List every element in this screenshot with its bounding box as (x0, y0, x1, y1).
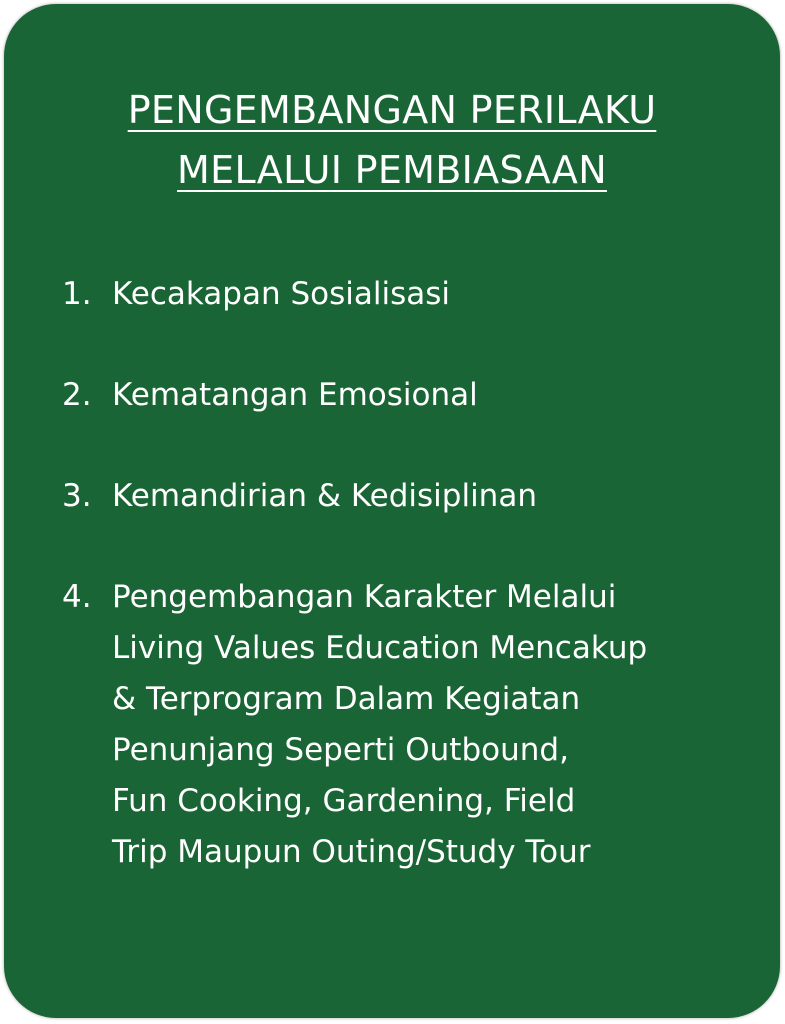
title-line-2: MELALUI PEMBIASAAN (177, 148, 607, 192)
list-item-line: & Terprogram Dalam Kegiatan (112, 681, 581, 717)
list-item (62, 269, 762, 320)
list-item-number: 3. (62, 478, 92, 514)
list-item-line: Living Values Education Mencakup (112, 630, 648, 666)
list-item-line: Kematangan Emosional (112, 377, 478, 413)
title-line-1: PENGEMBANGAN PERILAKU (127, 88, 657, 132)
list-item-text (112, 370, 762, 421)
list-item (62, 572, 762, 878)
list-item-line: Pengembangan Karakter Melalui (112, 579, 617, 615)
list-item-line: Fun Cooking, Gardening, Field (112, 783, 576, 819)
list-item-text (112, 572, 762, 878)
list-item-line: Penunjang Seperti Outbound, (112, 732, 569, 768)
list-item-text (112, 471, 762, 522)
card-title (4, 80, 780, 200)
list-item (62, 471, 762, 522)
list-item-number: 4. (62, 579, 92, 615)
list-item-line: Kemandirian & Kedisiplinan (112, 478, 537, 514)
list-item-line: Trip Maupun Outing/Study Tour (112, 834, 591, 870)
list-item (62, 370, 762, 421)
habit-list (62, 269, 762, 928)
list-item-text (112, 269, 762, 320)
list-item-line: Kecakapan Sosialisasi (112, 276, 451, 312)
list-item-number: 1. (62, 276, 92, 312)
list-item-number: 2. (62, 377, 92, 413)
info-card (4, 4, 780, 1018)
